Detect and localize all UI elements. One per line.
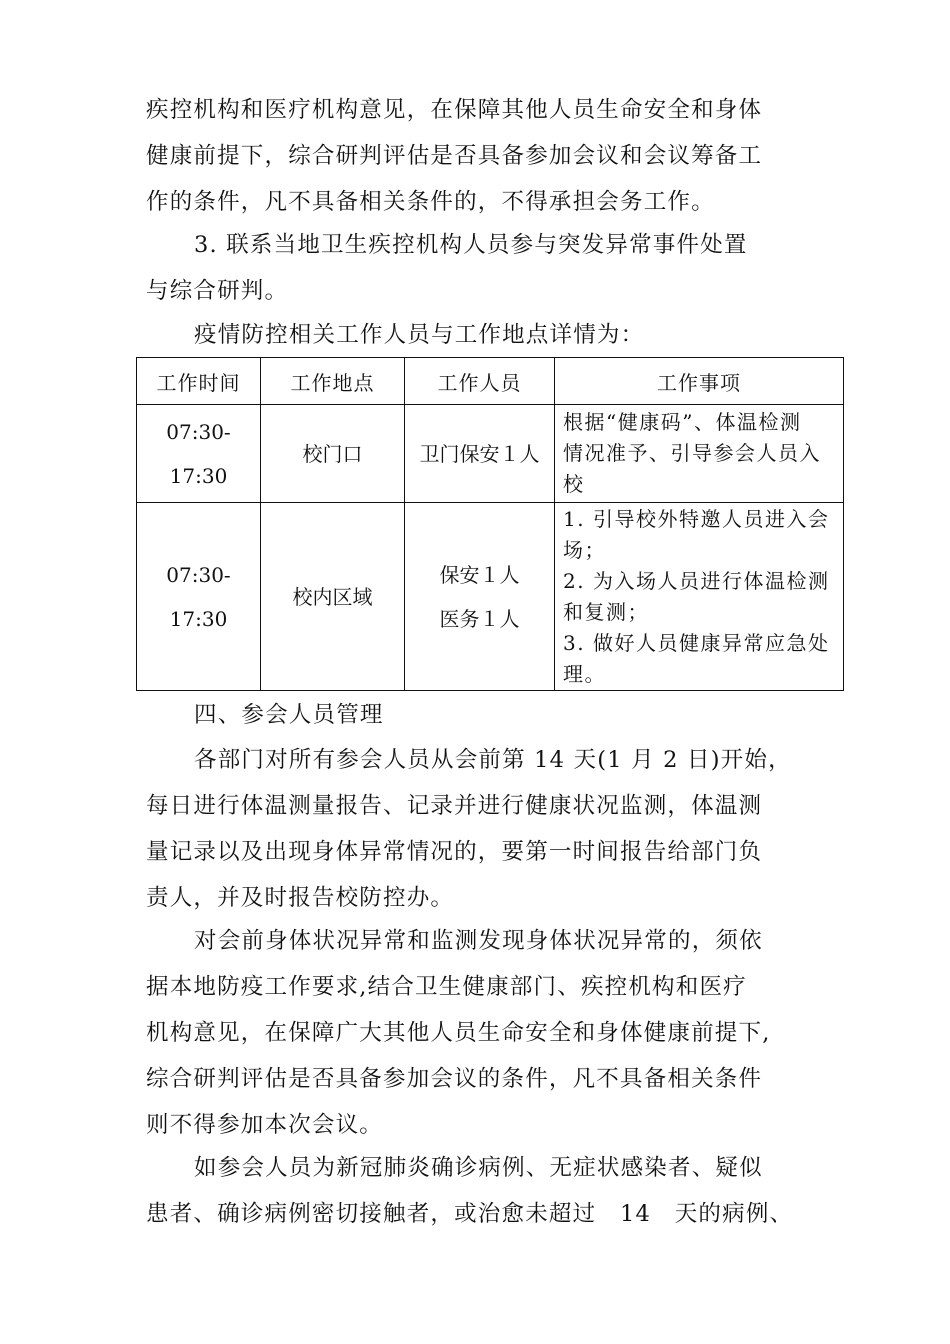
place-text: 校内区域: [292, 584, 373, 609]
body-text-line: 如参会人员为新冠肺炎确诊病例、无症状感染者、疑似: [194, 1155, 763, 1181]
cell-staff: [405, 405, 555, 503]
time-start: 07:30-: [166, 419, 231, 444]
duty-line: 根据“健康码”、体温检测: [563, 410, 802, 434]
body-text-line: 与综合研判。: [146, 278, 289, 304]
body-text-line: 3. 联系当地卫生疾控机构人员参与突发异常事件处置: [194, 232, 748, 258]
body-text-line: 对会前身体状况异常和监测发现身体状况异常的，须依: [194, 928, 763, 954]
duty-line: 2. 为入场人员进行体温检测: [563, 568, 830, 593]
staff-text: 保安１人: [439, 562, 520, 587]
time-end: 17:30: [169, 606, 228, 631]
cell-duties: [555, 405, 844, 503]
time-start: 07:30-: [166, 562, 231, 587]
body-text-line: 则不得参加本次会议。: [146, 1112, 384, 1138]
cell-staff: [405, 503, 555, 691]
cell-place: [261, 503, 405, 691]
header-staff: 工作人员: [405, 358, 555, 405]
table-row: [137, 405, 844, 503]
personnel-table: [136, 357, 844, 691]
header-duties: 工作事项: [555, 358, 844, 405]
body-text-line: 患者、确诊病例密切接触者，或治愈未超过 14 天的病例、: [146, 1201, 794, 1227]
duty-line: 场；: [563, 537, 606, 562]
duty-line: 3. 做好人员健康异常应急处: [563, 630, 830, 655]
body-text-line: 作的条件，凡不具备相关条件的，不得承担会务工作。: [146, 189, 715, 215]
section-heading: 四、参会人员管理: [194, 702, 384, 728]
body-text-line: 各部门对所有参会人员从会前第 14 天(1 月 2 日)开始，: [194, 747, 792, 773]
body-text-line: 责人，并及时报告校防控办。: [146, 885, 455, 911]
body-text-line: 综合研判评估是否具备参加会议的条件，凡不具备相关条件: [146, 1066, 763, 1092]
body-text-line: 健康前提下，综合研判评估是否具备参加会议和会议筹备工: [146, 143, 763, 169]
cell-duties: [555, 503, 844, 691]
body-text-line: 疾控机构和医疗机构意见，在保障其他人员生命安全和身体: [146, 97, 763, 123]
cell-time: [137, 503, 261, 691]
duty-line: 情况准予、引导参会人员入: [563, 441, 821, 465]
cell-place: [261, 405, 405, 503]
cell-time: [137, 405, 261, 503]
duty-line: 校: [563, 472, 585, 496]
body-text-line: 机构意见，在保障广大其他人员生命安全和身体健康前提下,: [146, 1020, 771, 1046]
duty-line: 理。: [563, 661, 606, 686]
staff-text: 医务１人: [439, 606, 520, 631]
staff-text: 卫门保安１人: [419, 441, 540, 466]
duty-line: 和复测；: [563, 599, 649, 624]
body-text-line: 据本地防疫工作要求,结合卫生健康部门、疾控机构和医疗: [146, 974, 747, 1000]
table-caption: 疫情防控相关工作人员与工作地点详情为：: [194, 322, 645, 348]
place-text: 校门口: [302, 441, 363, 466]
table-row: [137, 503, 844, 691]
time-end: 17:30: [169, 463, 228, 488]
header-time: 工作时间: [137, 358, 261, 405]
body-text-line: 每日进行体温测量报告、记录并进行健康状况监测，体温测: [146, 793, 763, 819]
duty-line: 1. 引导校外特邀人员进入会: [563, 506, 830, 531]
table-header-row: [137, 358, 844, 405]
body-text-line: 量记录以及出现身体异常情况的，要第一时间报告给部门负: [146, 839, 763, 865]
header-place: 工作地点: [261, 358, 405, 405]
